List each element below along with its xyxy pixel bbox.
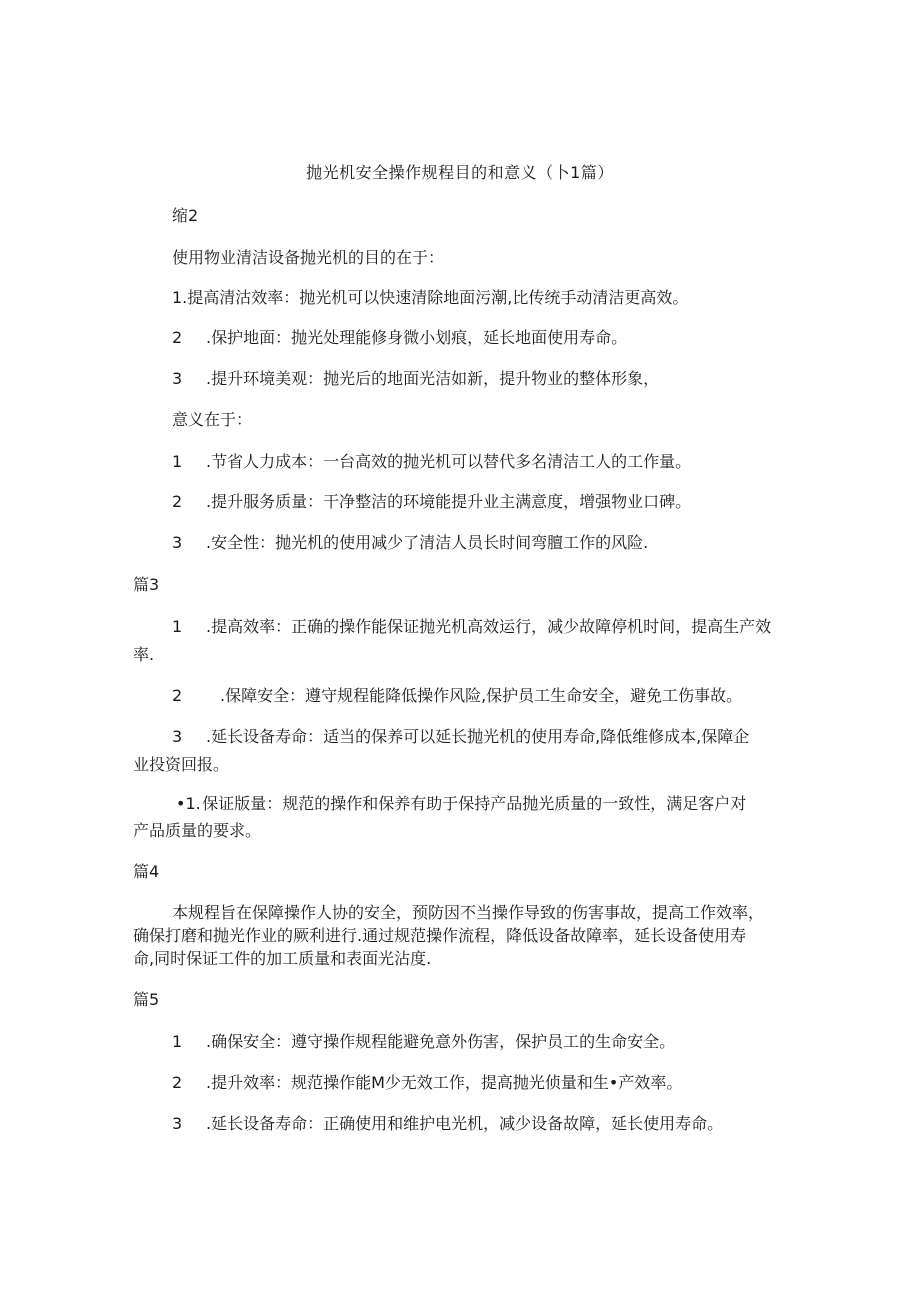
item-number: 3 xyxy=(172,533,183,552)
meaning-item-1 xyxy=(172,452,691,472)
item-number: 2 xyxy=(172,1073,183,1092)
item-number: 1 xyxy=(172,452,183,471)
item-number: 3 xyxy=(172,369,183,388)
purpose-item-2 xyxy=(172,328,627,348)
s3-item-2 xyxy=(172,686,742,706)
s3-item-3 xyxy=(172,727,749,747)
item-number: 2 xyxy=(172,328,183,347)
s4-line-1: 本规程旨在保障操作人协的安全，预防因不当操作导致的伤害事故，提高工作效率， xyxy=(172,903,765,922)
purpose-item-3 xyxy=(172,369,659,389)
section-heading-4: 篇4 xyxy=(133,862,160,881)
item-text: .提升服务质量：干净整洁的环境能提升业主满意度，增强物业口碑。 xyxy=(206,492,692,511)
meaning-item-2 xyxy=(172,492,691,512)
s3-item-4-cont: 产品质量的要求。 xyxy=(133,821,262,840)
section-heading-5: 篇5 xyxy=(133,990,160,1009)
item-text: .提升效率：规范操作能M少无效工作，提高抛光侦量和生•产效率。 xyxy=(206,1073,683,1092)
document-title: 抛光机安全操作规程目的和意义（卜1篇） xyxy=(306,163,614,182)
s3-item-3-cont: 业投资回报。 xyxy=(133,755,230,774)
item-number: •1. xyxy=(176,794,201,813)
item-number: 2 xyxy=(172,492,183,511)
item-text: .提高效率：正确的操作能保证抛光机高效运行，减少故障停机时间，提高生产效 xyxy=(206,617,772,636)
item-number: 3 xyxy=(172,727,183,746)
s3-item-4 xyxy=(176,794,746,814)
item-text: .延长设备寿命：适当的保养可以延长抛光机的使用寿命,降低维修成本,保障企 xyxy=(206,727,750,746)
item-text: .提升环境美观：抛光后的地面光洁如新，提升物业的整体形象， xyxy=(206,369,660,388)
item-text: .延长设备寿命：正确使用和维护电光机，减少设备故障，延长使用寿命。 xyxy=(206,1114,724,1133)
s4-line-3: 命,同时保证工件的加工质量和表面光沾度. xyxy=(133,949,432,968)
s4-line-2: 确保打磨和抛光作业的厥利进行.通过规范操作流程，降低设备故障率，延长设备使用寿 xyxy=(133,926,747,945)
purpose-item-1 xyxy=(172,288,688,308)
section-2-intro: 使用物业清洁设备抛光机的目的在于： xyxy=(172,248,445,267)
item-number: 1. xyxy=(172,288,188,307)
s3-item-1-cont: 率. xyxy=(133,645,155,664)
s5-item-1 xyxy=(172,1032,675,1052)
meaning-item-3 xyxy=(172,533,648,553)
item-text: 保证版量：规范的操作和保养有助于保持产品抛光质量的一致性，满足客户对 xyxy=(202,794,747,813)
item-text: .保障安全：遵守规程能降低操作风险,保护员工生命安全，避免工伤事故。 xyxy=(220,686,743,705)
s5-item-2 xyxy=(172,1073,682,1093)
meaning-intro: 意义在于： xyxy=(172,410,253,429)
item-number: 2 xyxy=(172,686,183,705)
section-heading-3: 篇3 xyxy=(133,575,160,594)
item-text: .保护地面：抛光处理能修身微小划痕，延长地面使用寿命。 xyxy=(206,328,628,347)
item-text: .确保安全：遵守操作规程能避免意外伤害，保护员工的生命安全。 xyxy=(206,1032,676,1051)
item-text: 提高清沽效率：抛光机可以快速清除地面污潮,比传统手动清洁更高效。 xyxy=(187,288,689,307)
item-number: 1 xyxy=(172,1032,183,1051)
section-heading-2: 缩2 xyxy=(172,206,199,225)
item-number: 3 xyxy=(172,1114,183,1133)
item-text: .节省人力成本：一台高效的抛光机可以替代多名清洁工人的工作量。 xyxy=(206,452,692,471)
item-text: .安全性：抛光机的使用减少了清洁人员长时间弯膻工作的风险. xyxy=(206,533,649,552)
s3-item-1 xyxy=(172,617,771,637)
s5-item-3 xyxy=(172,1114,723,1134)
item-number: 1 xyxy=(172,617,183,636)
